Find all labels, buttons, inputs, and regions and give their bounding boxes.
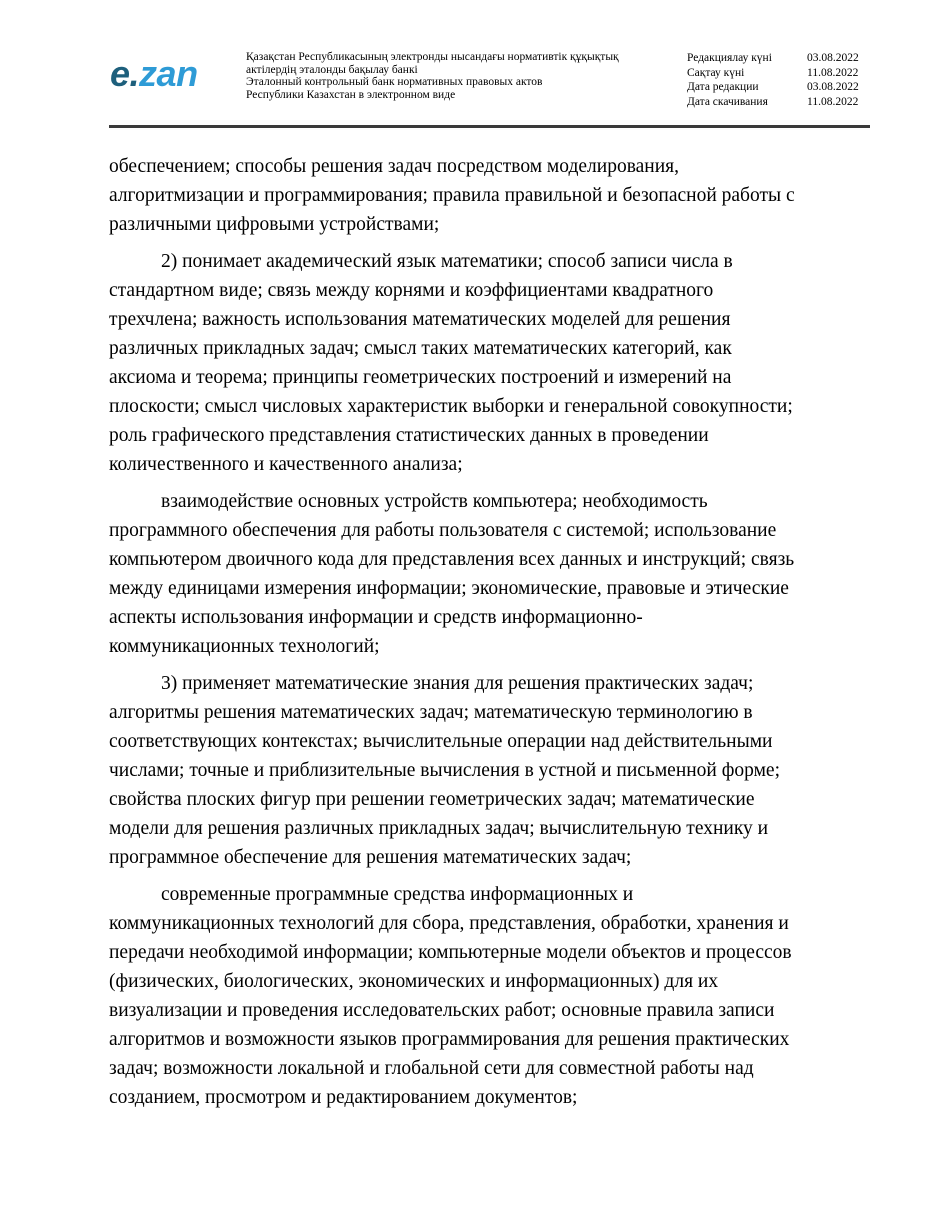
text-line: 2) понимает академический язык математики; способ записи числа в (161, 251, 733, 272)
meta-value: 11.08.2022 (807, 66, 859, 79)
header-title-line: Республики Казахстан в электронном виде (246, 88, 456, 101)
header-title-line: Қазақстан Республикасының электронды нысандағы нормативтік құқықтық (246, 51, 619, 63)
text-line: (физических, биологических, экономических и информационных) для их (109, 971, 719, 992)
text-line: программного обеспечения для работы пользователя с системой; использование (109, 520, 777, 541)
text-line: современные программные средства информационных и (161, 884, 634, 905)
text-line: различных прикладных задач; смысл таких математических категорий, как (109, 338, 732, 359)
logo-e: e (110, 53, 130, 94)
header-dates (687, 51, 867, 109)
document-body (109, 152, 870, 1120)
meta-label: Дата скачивания (687, 95, 768, 108)
text-line: соответствующих контекстах; вычислительные операции над действительными (109, 731, 773, 752)
text-line: созданием, просмотром и редактированием документов; (109, 1087, 578, 1108)
paragraph (109, 880, 870, 1112)
text-line: количественного и качественного анализа; (109, 454, 463, 475)
paragraph-item-2 (109, 247, 870, 479)
text-line: передачи необходимой информации; компьютерные модели объектов и процессов (109, 942, 792, 963)
meta-label: Сақтау күні (687, 66, 745, 79)
meta-label: Дата редакции (687, 81, 759, 94)
paragraph-item-3 (109, 669, 870, 872)
text-line: задач; возможности локальной и глобальной сети для совместной работы над (109, 1058, 754, 1079)
paragraph (109, 487, 870, 661)
paragraph (109, 152, 870, 239)
text-line: коммуникационных технологий для сбора, представления, обработки, хранения и (109, 913, 789, 934)
text-line: визуализации и проведения исследовательских работ; основные правила записи (109, 1000, 775, 1021)
text-line: алгоритмы решения математических задач; математическую терминологию в (109, 702, 753, 723)
text-line: 3) применяет математические знания для решения практических задач; (161, 673, 754, 694)
text-line: числами; точные и приблизительные вычисления в устной и письменной форме; (109, 760, 780, 781)
text-line: между единицами измерения информации; экономические, правовые и этические (109, 578, 789, 599)
text-line: программное обеспечение для решения математических задач; (109, 847, 632, 868)
text-line: плоскости; смысл числовых характеристик выборки и генеральной совокупности; (109, 396, 793, 417)
text-line: взаимодействие основных устройств компьютера; необходимость (161, 491, 708, 512)
meta-row-save-date-kz (687, 66, 867, 81)
header-title-line: актілердің эталонды бақылау банкі (246, 63, 418, 76)
meta-value: 11.08.2022 (807, 95, 859, 108)
text-line: роль графического представления статистических данных в проведении (109, 425, 709, 446)
ezan-logo[interactable] (110, 52, 198, 96)
text-line: трехчлена; важность использования математических моделей для решения (109, 309, 731, 330)
text-line: модели для решения различных прикладных задач; вычислительную технику и (109, 818, 769, 839)
text-line: свойства плоских фигур при решении геометрических задач; математические (109, 789, 755, 810)
text-line: аксиома и теорема; принципы геометрических построений и измерений на (109, 367, 732, 388)
logo-dot: . (129, 53, 140, 94)
text-line: аспекты использования информации и средств информационно- (109, 607, 643, 628)
text-line: коммуникационных технологий; (109, 636, 380, 657)
text-line: различными цифровыми устройствами; (109, 214, 440, 235)
header-title-line: Эталонный контрольный банк нормативных правовых актов (246, 76, 543, 88)
text-line: стандартном виде; связь между корнями и коэффициентами квадратного (109, 280, 714, 301)
text-line: обеспечением; способы решения задач посредством моделирования, (109, 156, 680, 177)
text-line: компьютером двоичного кода для представления всех данных и инструкций; связь (109, 549, 795, 570)
meta-label: Редакциялау күні (687, 52, 772, 64)
meta-value: 03.08.2022 (807, 81, 859, 94)
meta-row-edit-date-ru (687, 80, 867, 95)
document-header (0, 0, 935, 130)
text-line: алгоритмизации и программирования; правила правильной и безопасной работы с (109, 185, 795, 206)
meta-value: 03.08.2022 (807, 52, 859, 64)
meta-row-edit-date-kz (687, 51, 867, 66)
header-title (246, 51, 619, 101)
text-line: алгоритмов и возможности языков программирования для решения практических (109, 1029, 790, 1050)
header-divider (109, 125, 870, 128)
meta-row-download-date-ru (687, 95, 867, 110)
logo-zan: zan (139, 53, 198, 94)
